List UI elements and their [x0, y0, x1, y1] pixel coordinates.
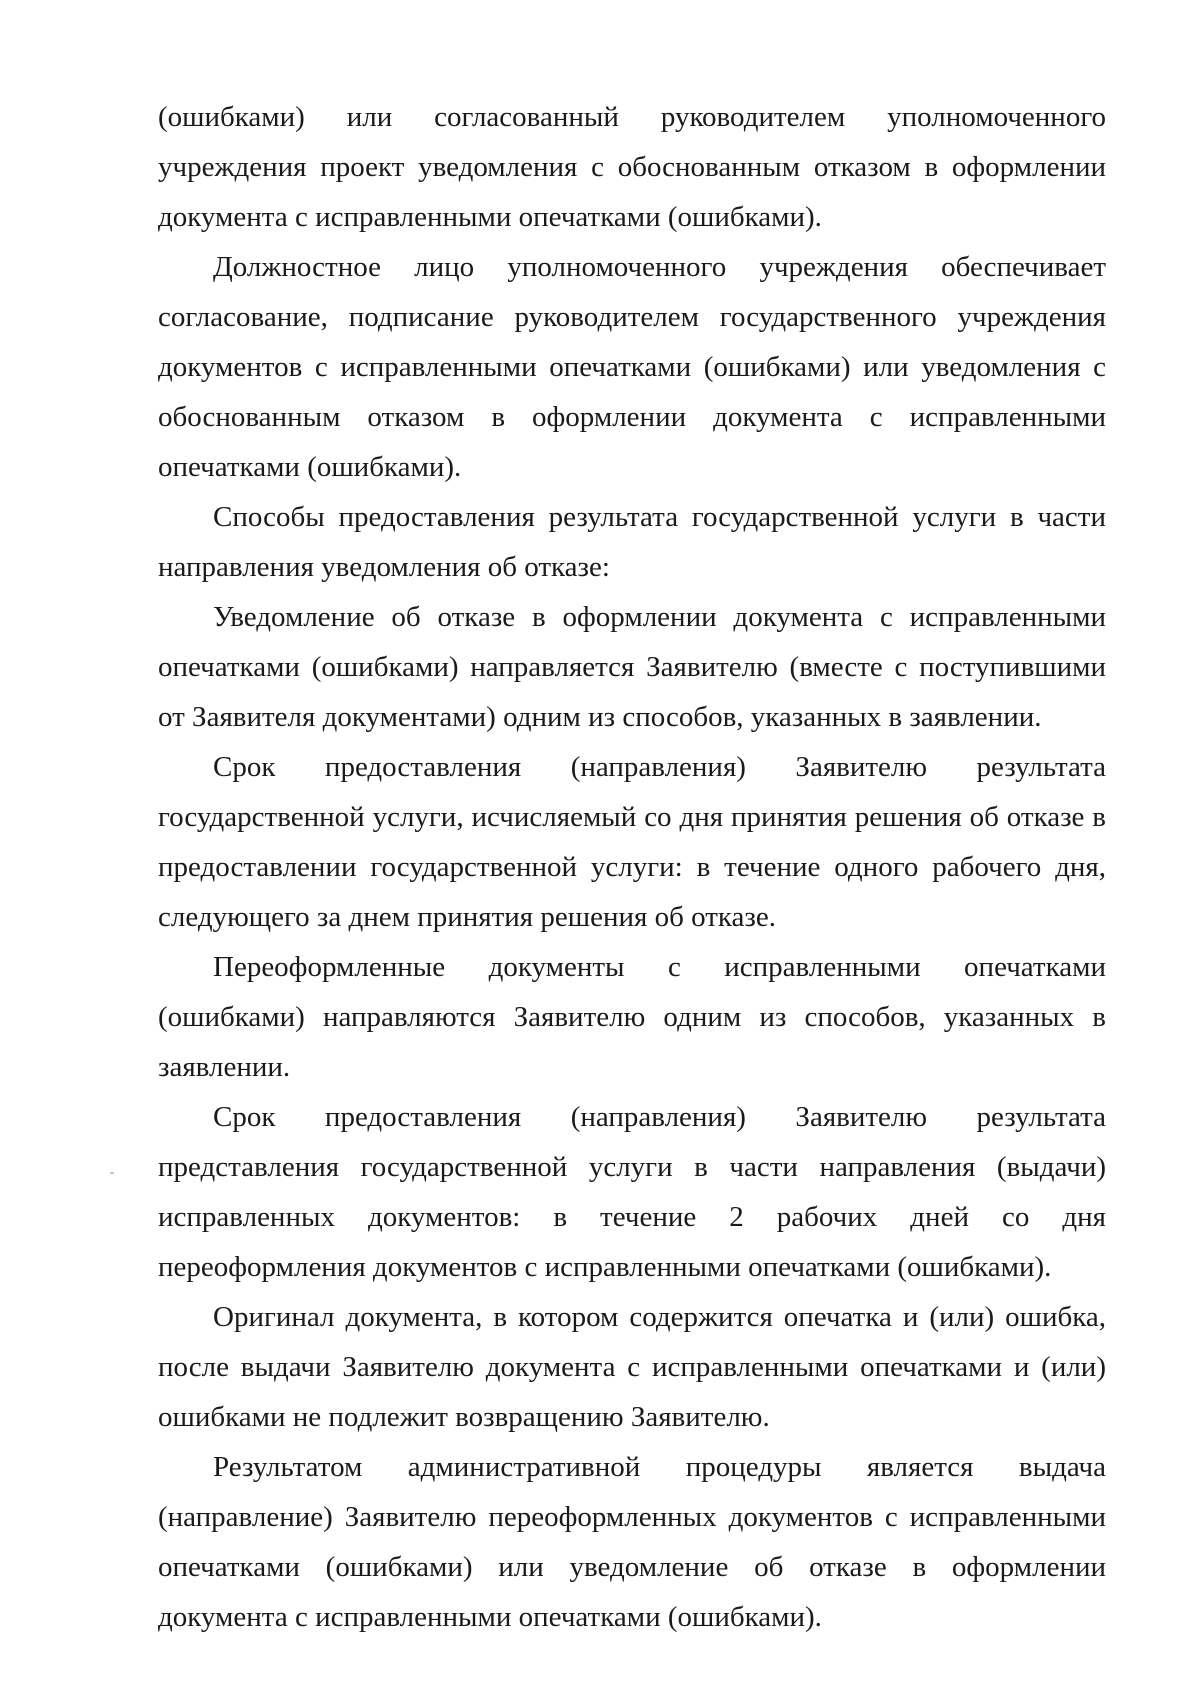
paragraph-7: Срок предоставления (направления) Заявителю результата представления государственной услуги в части направления (выдачи) исправленных документов: в течение 2 рабочих дней со дня переоформления документов с исправленными опечатками (ошибками). [158, 1101, 1106, 1283]
document-body [158, 92, 1106, 1642]
paragraph-4: Уведомление об отказе в оформлении документа с исправленными опечатками (ошибками) направляется Заявителю (вместе с поступившими от Заявителя документами) одним из способов, указанных в заявлении. [158, 601, 1106, 733]
paragraph-3: Способы предоставления результата государственной услуги в части направления уведомления об отказе: [158, 501, 1106, 583]
paragraph-6: Переоформленные документы с исправленными опечатками (ошибками) направляются Заявителю одним из способов, указанных в заявлении. [158, 951, 1106, 1083]
paragraph-9: Результатом административной процедуры является выдача (направление) Заявителю переоформленных документов с исправленными опечатками (ошибками) или уведомление об отказе в оформлении документа с исправленными опечатками (ошибками). [158, 1451, 1106, 1633]
paragraph-8: Оригинал документа, в котором содержится опечатка и (или) ошибка, после выдачи Заявителю документа с исправленными опечатками и (или) ошибками не подлежит возвращению Заявителю. [158, 1301, 1106, 1433]
paragraph-2: Должностное лицо уполномоченного учреждения обеспечивает согласование, подписание руководителем государственного учреждения документов с исправленными опечатками (ошибками) или уведомления с обоснованным отказом в оформлении документа с исправленными опечатками (ошибками). [158, 251, 1106, 483]
paragraph-5: Срок предоставления (направления) Заявителю результата государственной услуги, исчисляемый со дня принятия решения об отказе в предоставлении государственной услуги: в течение одного рабочего дня, следующего за днем принятия решения об отказе. [158, 751, 1106, 933]
scan-artifact [110, 1172, 114, 1174]
paragraph-1: (ошибками) или согласованный руководителем уполномоченного учреждения проект уведомления с обоснованным отказом в оформлении документа с исправленными опечатками (ошибками). [158, 101, 1106, 233]
